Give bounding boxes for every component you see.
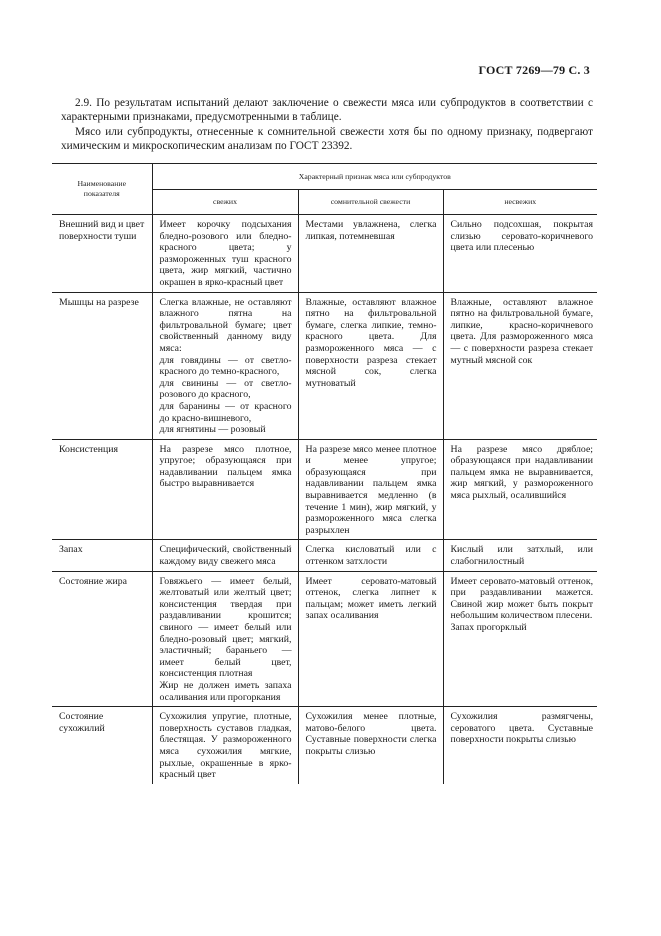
row-name: Консистенция (59, 443, 118, 455)
freshness-table (52, 163, 597, 784)
cell-doubtful: Местами увлажнена, слегка липкая, потемневшая (305, 219, 437, 242)
row-name: Запах (59, 544, 83, 556)
row-name: Состояние сухожилий (59, 711, 105, 734)
row-name: Внешний вид и цвет поверхности туши (59, 219, 145, 242)
header-doubtful: сомнительной свежести (298, 190, 443, 215)
cell-fresh: Сухожилия упругие, плотные, поверхность суставов гладкая, блестящая. У размороженного мяса сухожилия мягкие, рыхлые, окрашенные в ярко-красный цвет (159, 711, 292, 781)
cell-stale: На разрезе мясо дряблое; образующаяся при надавливании пальцем ямка не выравнивается, жир мягкий, у размороженного мяса рыхлый, осалившийся (450, 443, 594, 502)
cell-stale: Кислый или затхлый, или слабогнилостный (450, 544, 594, 568)
table-row (52, 215, 597, 293)
cell-fresh: Говяжьего — имеет белый, желтоватый или желтый цвет; консистенция твердая при раздавливании крошится; свиного — имеет белый или бледно-розовый цвет; мягкий, эластичный; бараньего — имеет белый цвет, консистенция плотная Жир не должен иметь запаха осаливания или прогоркания (159, 575, 292, 703)
cell-fresh: Слегка влажные, не оставляют влажного пятна на фильтровальной бумаге; цвет свойственный данному виду мяса: для говядины — от светло-красного до темно-красного, для свинины — от светло-розового до красного, для баранины — от красного до красно-вишневого, для ягнятины — розовый (159, 296, 292, 436)
cell-stale: Сухожилия размягчены, сероватого цвета. Суставные поверхности покрыты слизью (450, 711, 594, 746)
cell-doubtful: Слегка кисловатый или с оттенком затхлости (305, 544, 437, 568)
table-row (52, 707, 597, 784)
cell-doubtful: Сухожилия менее плотные, матово-белого цвета. Суставные поверхности слегка покрыты слизью (305, 711, 437, 757)
cell-doubtful: Имеет серовато-матовый оттенок, слегка липнет к пальцам; может иметь легкий запах осаливания (305, 575, 437, 622)
header-stale: несвежих (443, 190, 597, 215)
cell-stale: Имеет серовато-матовый оттенок, при раздавливании мажется. Свиной жир может быть покрыт небольшим количеством плесени. Запах прогорклый (450, 575, 594, 633)
paragraph-conclusion: 2.9. По результатам испытаний делают заключение о свежести мяса или субпродуктов в соответствии с характерными признаками, предусмотренными в таблице. (61, 97, 593, 123)
header-fresh: свежих (152, 190, 298, 215)
cell-stale: Сильно подсохшая, покрытая слизью серовато-коричневого цвета или плесенью (450, 219, 594, 254)
cell-doubtful: На разрезе мясо менее плотное и менее упругое; образующаяся при надавливании пальцем ямка выравнивается медленно (в течение 1 мин), жир мягкий, у размороженного мяса слегка разрыхлен (305, 443, 437, 536)
cell-fresh: Специфический, свойственный каждому виду свежего мяса (159, 544, 292, 568)
table-row (52, 540, 597, 571)
cell-fresh: На разрезе мясо плотное, упругое; образующаяся при надавливании пальцем ямка быстро выравнивается (159, 443, 292, 490)
header-indicator-name: Наименование показателя (52, 164, 152, 215)
cell-fresh: Имеет корочку подсыхания бледно-розового или бледно-красного цвета; у размороженных туш красного цвета, жир мягкий, частично окрашен в ярко-красный цвет (159, 219, 292, 288)
cell-doubtful: Влажные, оставляют влажное пятно на фильтровальной бумаге, слегка липкие, темно-красного цвета. Для размороженного мяса — с поверхности разреза стекает мясной сок, слегка мутноватый (305, 296, 437, 389)
page-header: ГОСТ 7269—79 С. 3 (478, 63, 590, 77)
header-characteristic-group: Характерный признак мяса или субпродуктов (152, 164, 597, 190)
cell-stale: Влажные, оставляют влажное пятно на фильтровальной бумаге, липкие, красно-коричневого цвета. Для размороженного мяса — с поверхности разреза стекает мутный мясной сок (450, 296, 594, 366)
table-row (52, 292, 597, 439)
row-name: Мышцы на разрезе (59, 296, 139, 308)
paragraph-analysis: Мясо или субпродукты, отнесенные к сомнительной свежести хотя бы по одному признаку, подвергают химическим и микроскопическим анализам по ГОСТ 23392. (61, 126, 593, 152)
row-name: Состояние жира (59, 575, 127, 587)
table-row (52, 439, 597, 540)
table-row (52, 571, 597, 707)
